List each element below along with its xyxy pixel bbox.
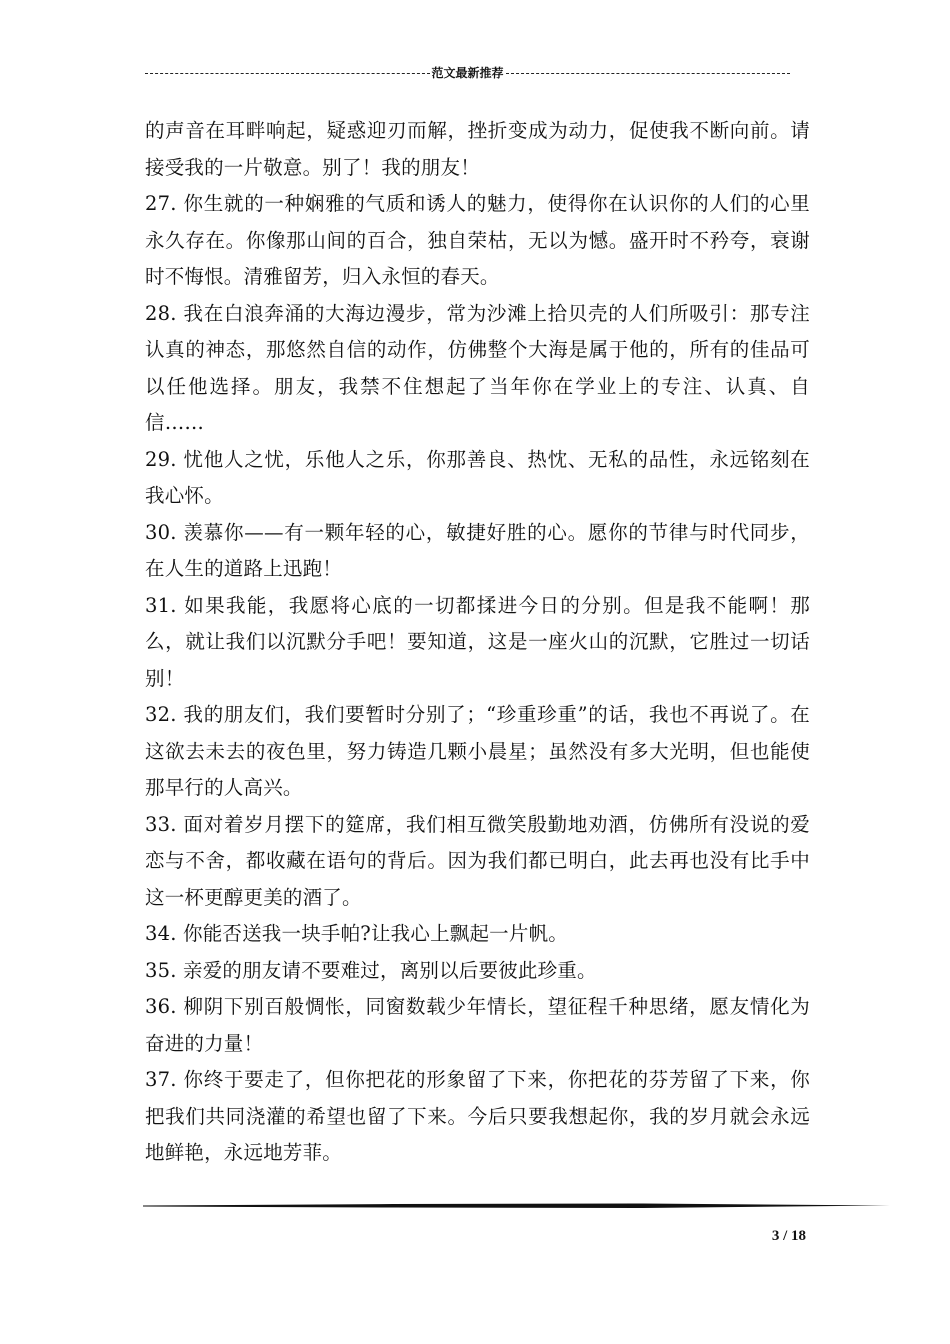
paragraph: 37. 你终于要走了，但你把花的形象留了下来，你把花的芬芳留了下来，你把我们共同浇灌的希望也留了下来。今后只要我想起你，我的岁月就会永远地鲜艳，永远地芳菲。: [145, 1068, 810, 1164]
paragraph: 34. 你能否送我一块手帕?让我心上飘起一片帆。: [145, 922, 568, 945]
page-number: 3 / 18: [771, 1228, 806, 1244]
paragraph: 35. 亲爱的朋友请不要难过，离别以后要彼此珍重。: [145, 958, 597, 982]
footer-divider-line: [143, 1203, 891, 1209]
document-body: [145, 113, 810, 1172]
paragraph: 27. 你生就的一种娴雅的气质和诱人的魅力，使得你在认识你的人们的心里永久存在。你像那山间的百合，独自荣枯，无以为憾。盛开时不矜夸，衰谢时不悔恨。清雅留芳，归入永恒的春天。: [145, 192, 810, 288]
paragraph: 的声音在耳畔响起，疑惑迎刃而解，挫折变成为动力，促使我不断向前。请接受我的一片敬意。别了！我的朋友！: [145, 119, 810, 179]
paragraph: 32. 我的朋友们，我们要暂时分别了；“珍重珍重”的话，我也不再说了。在这欲去未去的夜色里，努力铸造几颗小晨星；虽然没有多大光明，但也能使那早行的人高兴。: [145, 703, 810, 799]
paragraph: 33. 面对着岁月摆下的筵席，我们相互微笑殷勤地劝酒，仿佛所有没说的爱恋与不舍，都收藏在语句的背后。因为我们都已明白，此去再也没有比手中这一杯更醇更美的酒了。: [145, 812, 810, 909]
paragraph: 28. 我在白浪奔涌的大海边漫步，常为沙滩上拾贝壳的人们所吸引：那专注认真的神态，那悠然自信的动作，仿佛整个大海是属于他的，所有的佳品可以任他选择。朋友，我禁不住想起了当年你在学业上的专注、认真、自信……: [145, 301, 810, 434]
header-dash-right: [506, 73, 791, 74]
paragraph: 36. 柳阴下别百般惆怅，同窗数载少年情长，望征程千种思绪，愿友情化为奋进的力量！: [145, 995, 810, 1055]
header-dash-left: [145, 73, 430, 74]
paragraph: 31. 如果我能，我愿将心底的一切都揉进今日的分别。但是我不能啊！那么，就让我们以沉默分手吧！要知道，这是一座火山的沉默，它胜过一切话别！: [145, 593, 810, 690]
footer-divider: [143, 1194, 891, 1200]
paragraph: 30. 羡慕你——有一颗年轻的心，敏捷好胜的心。愿你的节律与时代同步，在人生的道路上迅跑！: [145, 520, 810, 580]
page-header: [145, 66, 790, 80]
header-title: 范文最新推荐: [431, 66, 504, 80]
paragraph: 29. 忧他人之忧，乐他人之乐，你那善良、热忱、无私的品性，永远铭刻在我心怀。: [145, 447, 810, 507]
